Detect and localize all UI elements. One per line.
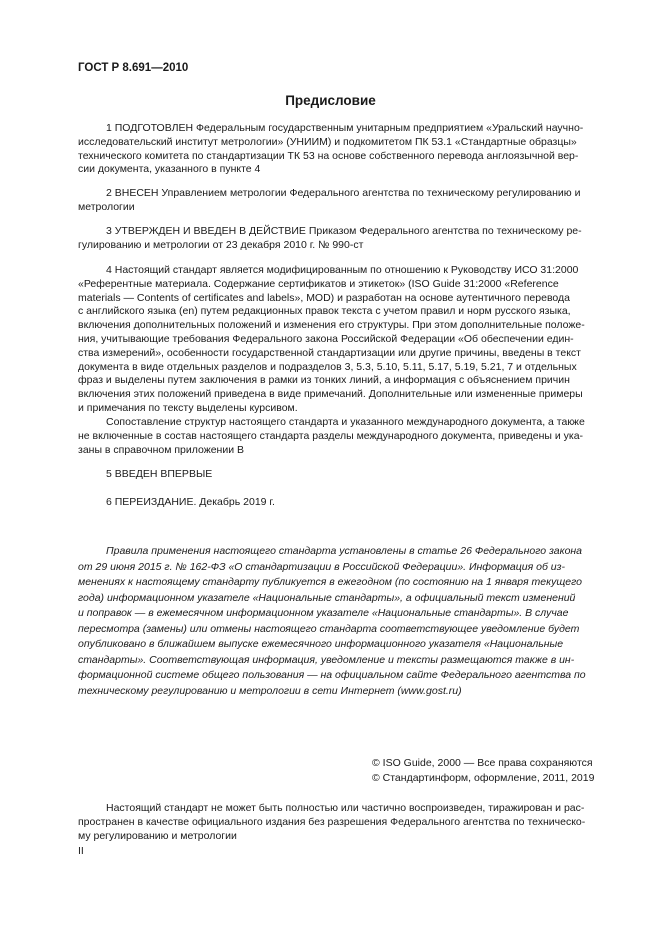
- text-line: 4 Настоящий стандарт является модифицированным по отношению к Руководству ИСО 31:2000: [106, 264, 579, 276]
- reproduction-notice: [78, 802, 615, 843]
- text-line: му регулированию и метрологии: [78, 829, 237, 842]
- copyright-iso: © ISO Guide, 2000 — Все права сохраняются: [372, 757, 593, 769]
- copyright-block: [372, 756, 615, 786]
- text-line: гулированию и метрологии от 23 декабря 2010 г. № 990-ст: [78, 238, 364, 251]
- text-line: 2 ВНЕСЕН Управлением метрологии Федерального агентства по техническому регулированию и: [106, 187, 581, 199]
- text-line: ства измерений», особенности государственной стандартизации или другие причины, введены в текст: [78, 346, 581, 359]
- text-line: с английского языка (en) путем редакционных правок текста с учетом правил и норм русского языка,: [78, 305, 571, 318]
- text-line: метрологии: [78, 200, 135, 213]
- notice-line: стандарты». Соответствующая информация, уведомление и тексты размещаются также в ин-: [78, 653, 575, 666]
- section-3: [78, 225, 615, 253]
- copyright-standartinform: © Стандартинформ, оформление, 2011, 2019: [372, 772, 595, 784]
- standard-code: ГОСТ Р 8.691—2010: [78, 62, 189, 74]
- text-line: фраз и выделены путем заключения в рамки из тонких линий, а информация с объяснением причин: [78, 374, 570, 387]
- text-line: заны в справочном приложении В: [78, 443, 245, 456]
- section-2: [78, 187, 615, 215]
- notice-line: формационной системе общего пользования — на официальном сайте Федерального агентства по: [78, 669, 586, 681]
- text-line: ния, учитывающие требования Федерального закона Российской Федерации «Об обеспечении един-: [78, 332, 574, 345]
- section-1: [78, 122, 615, 177]
- notice-line: Правила применения настоящего стандарта установлены в статье 26 Федерального закона: [106, 545, 583, 557]
- text-line: 3 УТВЕРЖДЕН И ВВЕДЕН В ДЕЙСТВИЕ Приказом Федерального агентства по техническому ре-: [106, 225, 582, 237]
- text-line: сии документа, указанного в пункте 4: [78, 163, 261, 176]
- section-4: [78, 264, 615, 416]
- text-line: включения дополнительных положений и изменения его структуры. При этом дополнительные положе-: [78, 319, 585, 332]
- text-line: 1 ПОДГОТОВЛЕН Федеральным государственным унитарным предприятием «Уральский научно-: [106, 122, 584, 134]
- section-6: [78, 496, 615, 510]
- notice-line: пересмотра (замены) или отмены настоящего стандарта соответствующее уведомление будет: [78, 622, 580, 635]
- section-5: [78, 468, 615, 482]
- text-line: 6 ПЕРЕИЗДАНИЕ. Декабрь 2019 г.: [106, 496, 275, 508]
- text-line: Настоящий стандарт не может быть полностью или частично воспроизведен, тиражирован и рас-: [106, 802, 585, 814]
- text-line: пространен в качестве официального издания без разрешения Федерального агентства по техническо-: [78, 815, 586, 828]
- notice-line: опубликовано в ближайшем выпуске ежемесячного информационного указателя «Национальные: [78, 638, 564, 650]
- text-line: и примечания по тексту выделены курсивом.: [78, 401, 298, 414]
- section-4-comparison: [78, 416, 615, 457]
- notice-line: менениях к настоящему стандарту публикуется в ежегодном (по состоянию на 1 января текущего: [78, 576, 582, 588]
- text-line: не включенные в состав настоящего стандарта разделы международного документа, приведены и ука-: [78, 429, 584, 442]
- page-number: II: [78, 845, 84, 857]
- notice-line: и поправок — в ежемесячном информационном указателе «Национальные стандарты». В случае: [78, 607, 569, 619]
- text-line: 5 ВВЕДЕН ВПЕРВЫЕ: [106, 468, 213, 480]
- text-line: технического комитета по стандартизации ТК 53 на основе собственного перевода англоязычной вер-: [78, 149, 579, 162]
- text-line: включения этих положений приведена в виде примечаний. Дополнительные или измененные примеры: [78, 388, 583, 401]
- notice-line: техническому регулированию и метрологии в сети Интернет (www.gost.ru): [78, 684, 462, 697]
- text-line: документа в виде отдельных разделов и подразделов 3, 5.3, 5.10, 5.11, 5.17, 5.19, 5.21, 7 и отдельных: [78, 360, 577, 373]
- notice-line: от 29 июня 2015 г. № 162-ФЗ «О стандартизации в Российской Федерации». Информация об из-: [78, 560, 566, 573]
- text-line: materials — Contents of certificates and labels», MOD) и разработан на основе аутентичного перевода: [78, 291, 570, 304]
- text-line: «Референтные материала. Содержание сертификатов и этикеток» (ISO Guide 31:2000 «Reference: [78, 277, 559, 290]
- text-line: Сопоставление структур настоящего стандарта и указанного международного документа, а также: [106, 416, 585, 428]
- notice-line: года) информационном указателе «Национальные стандарты», а официальный текст изменений: [78, 591, 576, 604]
- notice-block: [78, 544, 615, 699]
- text-line: исследовательский институт метрологии» (УНИИМ) и подкомитетом ПК 53.1 «Стандартные образцы»: [78, 135, 577, 148]
- page-title: Предисловие: [285, 93, 376, 108]
